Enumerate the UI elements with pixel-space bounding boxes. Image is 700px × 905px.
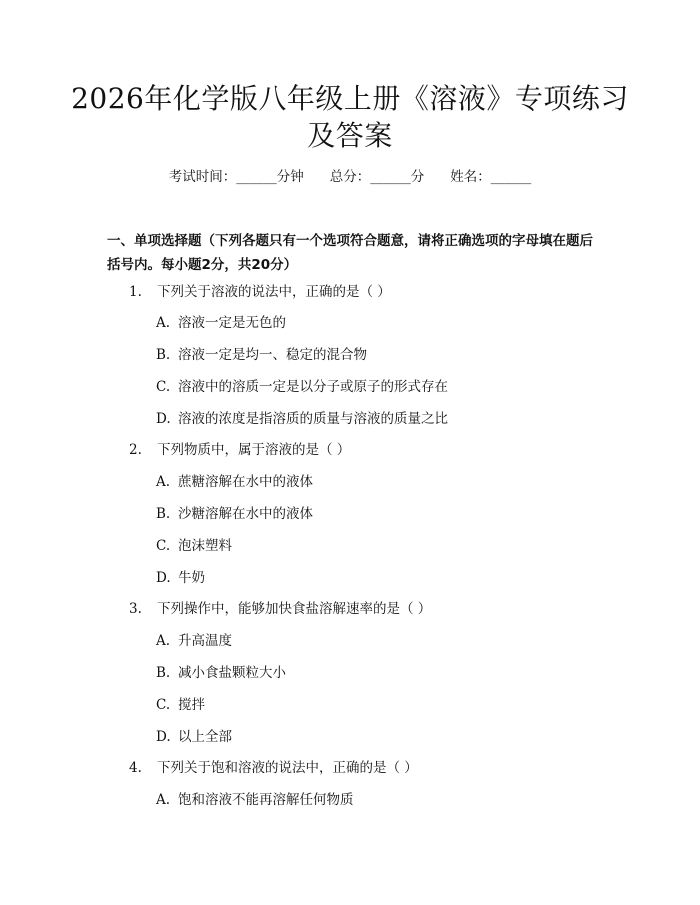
option-text: 蔗糖溶解在水中的液体 [178,474,313,490]
question-3-option-b [156,664,286,682]
option-text: 牛奶 [178,570,205,586]
question-text: 下列关于饱和溶液的说法中，正确的是（ ） [157,760,418,776]
question-3 [129,600,431,618]
question-2 [129,441,350,459]
question-number: 3. [129,601,142,617]
question-2-option-a [156,473,313,491]
question-3-option-d [156,728,232,746]
question-text: 下列操作中，能够加快食盐溶解速率的是（ ） [157,601,432,617]
question-2-option-b [156,505,313,523]
option-text: 泡沫塑料 [178,538,232,554]
question-3-option-c [156,696,205,714]
total-score-field: 总分：______分 [329,169,425,185]
option-letter: A. [156,792,171,808]
question-2-option-d [156,569,205,587]
option-text: 搅拌 [178,697,205,713]
option-letter: D. [156,570,171,586]
document-title: 2026年化学版八年级上册《溶液》专项练习及答案 [71,82,629,152]
exam-time-field: 考试时间：______分钟 [168,169,304,185]
question-3-option-a [156,632,232,650]
option-letter: B. [156,506,171,522]
option-letter: C. [156,538,171,554]
option-text: 减小食盐颗粒大小 [178,665,286,681]
question-number: 1. [129,284,142,300]
question-text: 下列关于溶液的说法中，正确的是（ ） [157,284,391,300]
option-text: 溶液一定是均一、稳定的混合物 [178,347,367,363]
exam-info-line [0,168,700,186]
option-letter: A. [156,633,171,649]
option-letter: C. [156,379,171,395]
option-text: 溶液中的溶质一定是以分子或原子的形式存在 [178,379,448,395]
option-letter: D. [156,729,171,745]
question-1 [129,283,391,301]
option-text: 以上全部 [178,729,232,745]
option-text: 溶液一定是无色的 [178,315,286,331]
option-text: 饱和溶液不能再溶解任何物质 [178,792,354,808]
option-text: 沙糖溶解在水中的液体 [178,506,313,522]
question-1-option-b [156,346,367,364]
question-1-option-d [156,410,448,428]
question-1-option-c [156,378,448,396]
question-1-option-a [156,314,286,332]
student-name-field: 姓名：______ [450,169,532,185]
question-number: 4. [129,760,142,776]
option-letter: A. [156,315,171,331]
option-text: 溶液的浓度是指溶质的质量与溶液的质量之比 [178,411,448,427]
question-text: 下列物质中，属于溶液的是（ ） [157,442,351,458]
option-text: 升高温度 [178,633,232,649]
option-letter: C. [156,697,171,713]
option-letter: B. [156,665,171,681]
option-letter: D. [156,411,171,427]
question-4 [129,759,418,777]
option-letter: B. [156,347,171,363]
question-4-option-a [156,791,354,809]
question-number: 2. [129,442,142,458]
question-2-option-c [156,537,232,555]
section-heading: 一、单项选择题（下列各题只有一个选项符合题意，请将正确选项的字母填在题后括号内。每小题2分，共20分） [107,233,593,273]
option-letter: A. [156,474,171,490]
